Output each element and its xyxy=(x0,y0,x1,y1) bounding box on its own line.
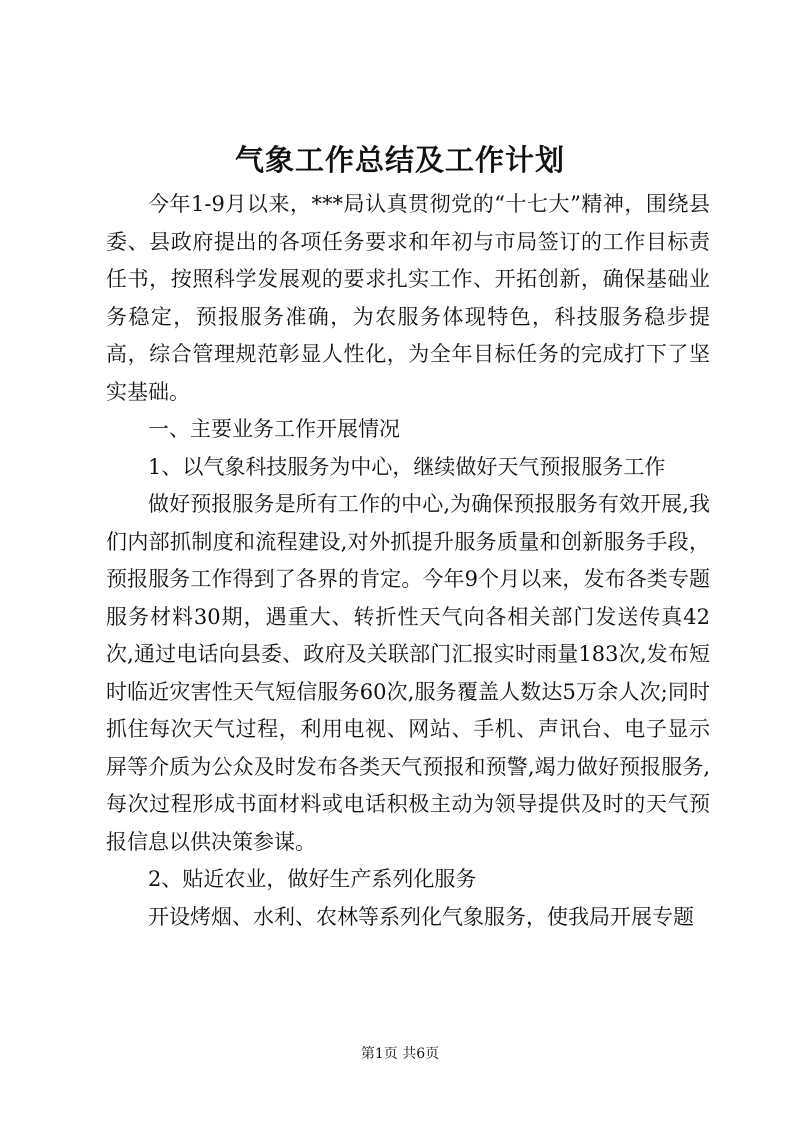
subsection-heading-agriculture: 2、贴近农业，做好生产系列化服务 xyxy=(148,867,477,891)
document-title: 气象工作总结及工作计划 xyxy=(234,143,565,177)
section-heading-main-work: 一、主要业务工作开展情况 xyxy=(148,417,400,441)
subsection-heading-forecast-service: 1、以气象科技服务为中心，继续做好天气预报服务工作 xyxy=(148,454,666,479)
paragraph-agriculture: 开设烤烟、水利、农林等系列化气象服务，使我局开展专题 xyxy=(148,904,694,929)
page-number-footer: 第1页 共6页 xyxy=(360,1046,440,1062)
paragraph-forecast-service: 做好预报服务是所有工作的中心,为确保预报服务有效开展,我们内部抓制度和流程建设,对外抓提升服务质量和创新服务手段，预报服务工作得到了各界的肯定。今年9个月以来，发布各类专题服务材料30期，遇重大、转折性天气向各相关部门发送传真42次,通过电话向县委、政府及关联部门汇报实时雨量183次,发布短时临近灾害性天气短信服务60次,服务覆盖人数达5万余人次;同时抓住每次天气过程，利用电视、网站、手机、声讯台、电子显示屏等介质为公众及时发布各类天气预报和预警,竭力做好预报服务,每次过程形成书面材料或电话积极主动为领导提供及时的天气预报信息以供决策参谋。 xyxy=(106,492,710,854)
document-body xyxy=(106,186,710,936)
paragraph-intro: 今年1-9月以来，***局认真贯彻党的“十七大”精神，围绕县委、县政府提出的各项任务要求和年初与市局签订的工作目标责任书，按照科学发展观的要求扎实工作、开拓创新，确保基础业务稳定，预报服务准确，为农服务体现特色，科技服务稳步提高，综合管理规范彰显人性化，为全年目标任务的完成打下了坚实基础。 xyxy=(106,192,710,404)
